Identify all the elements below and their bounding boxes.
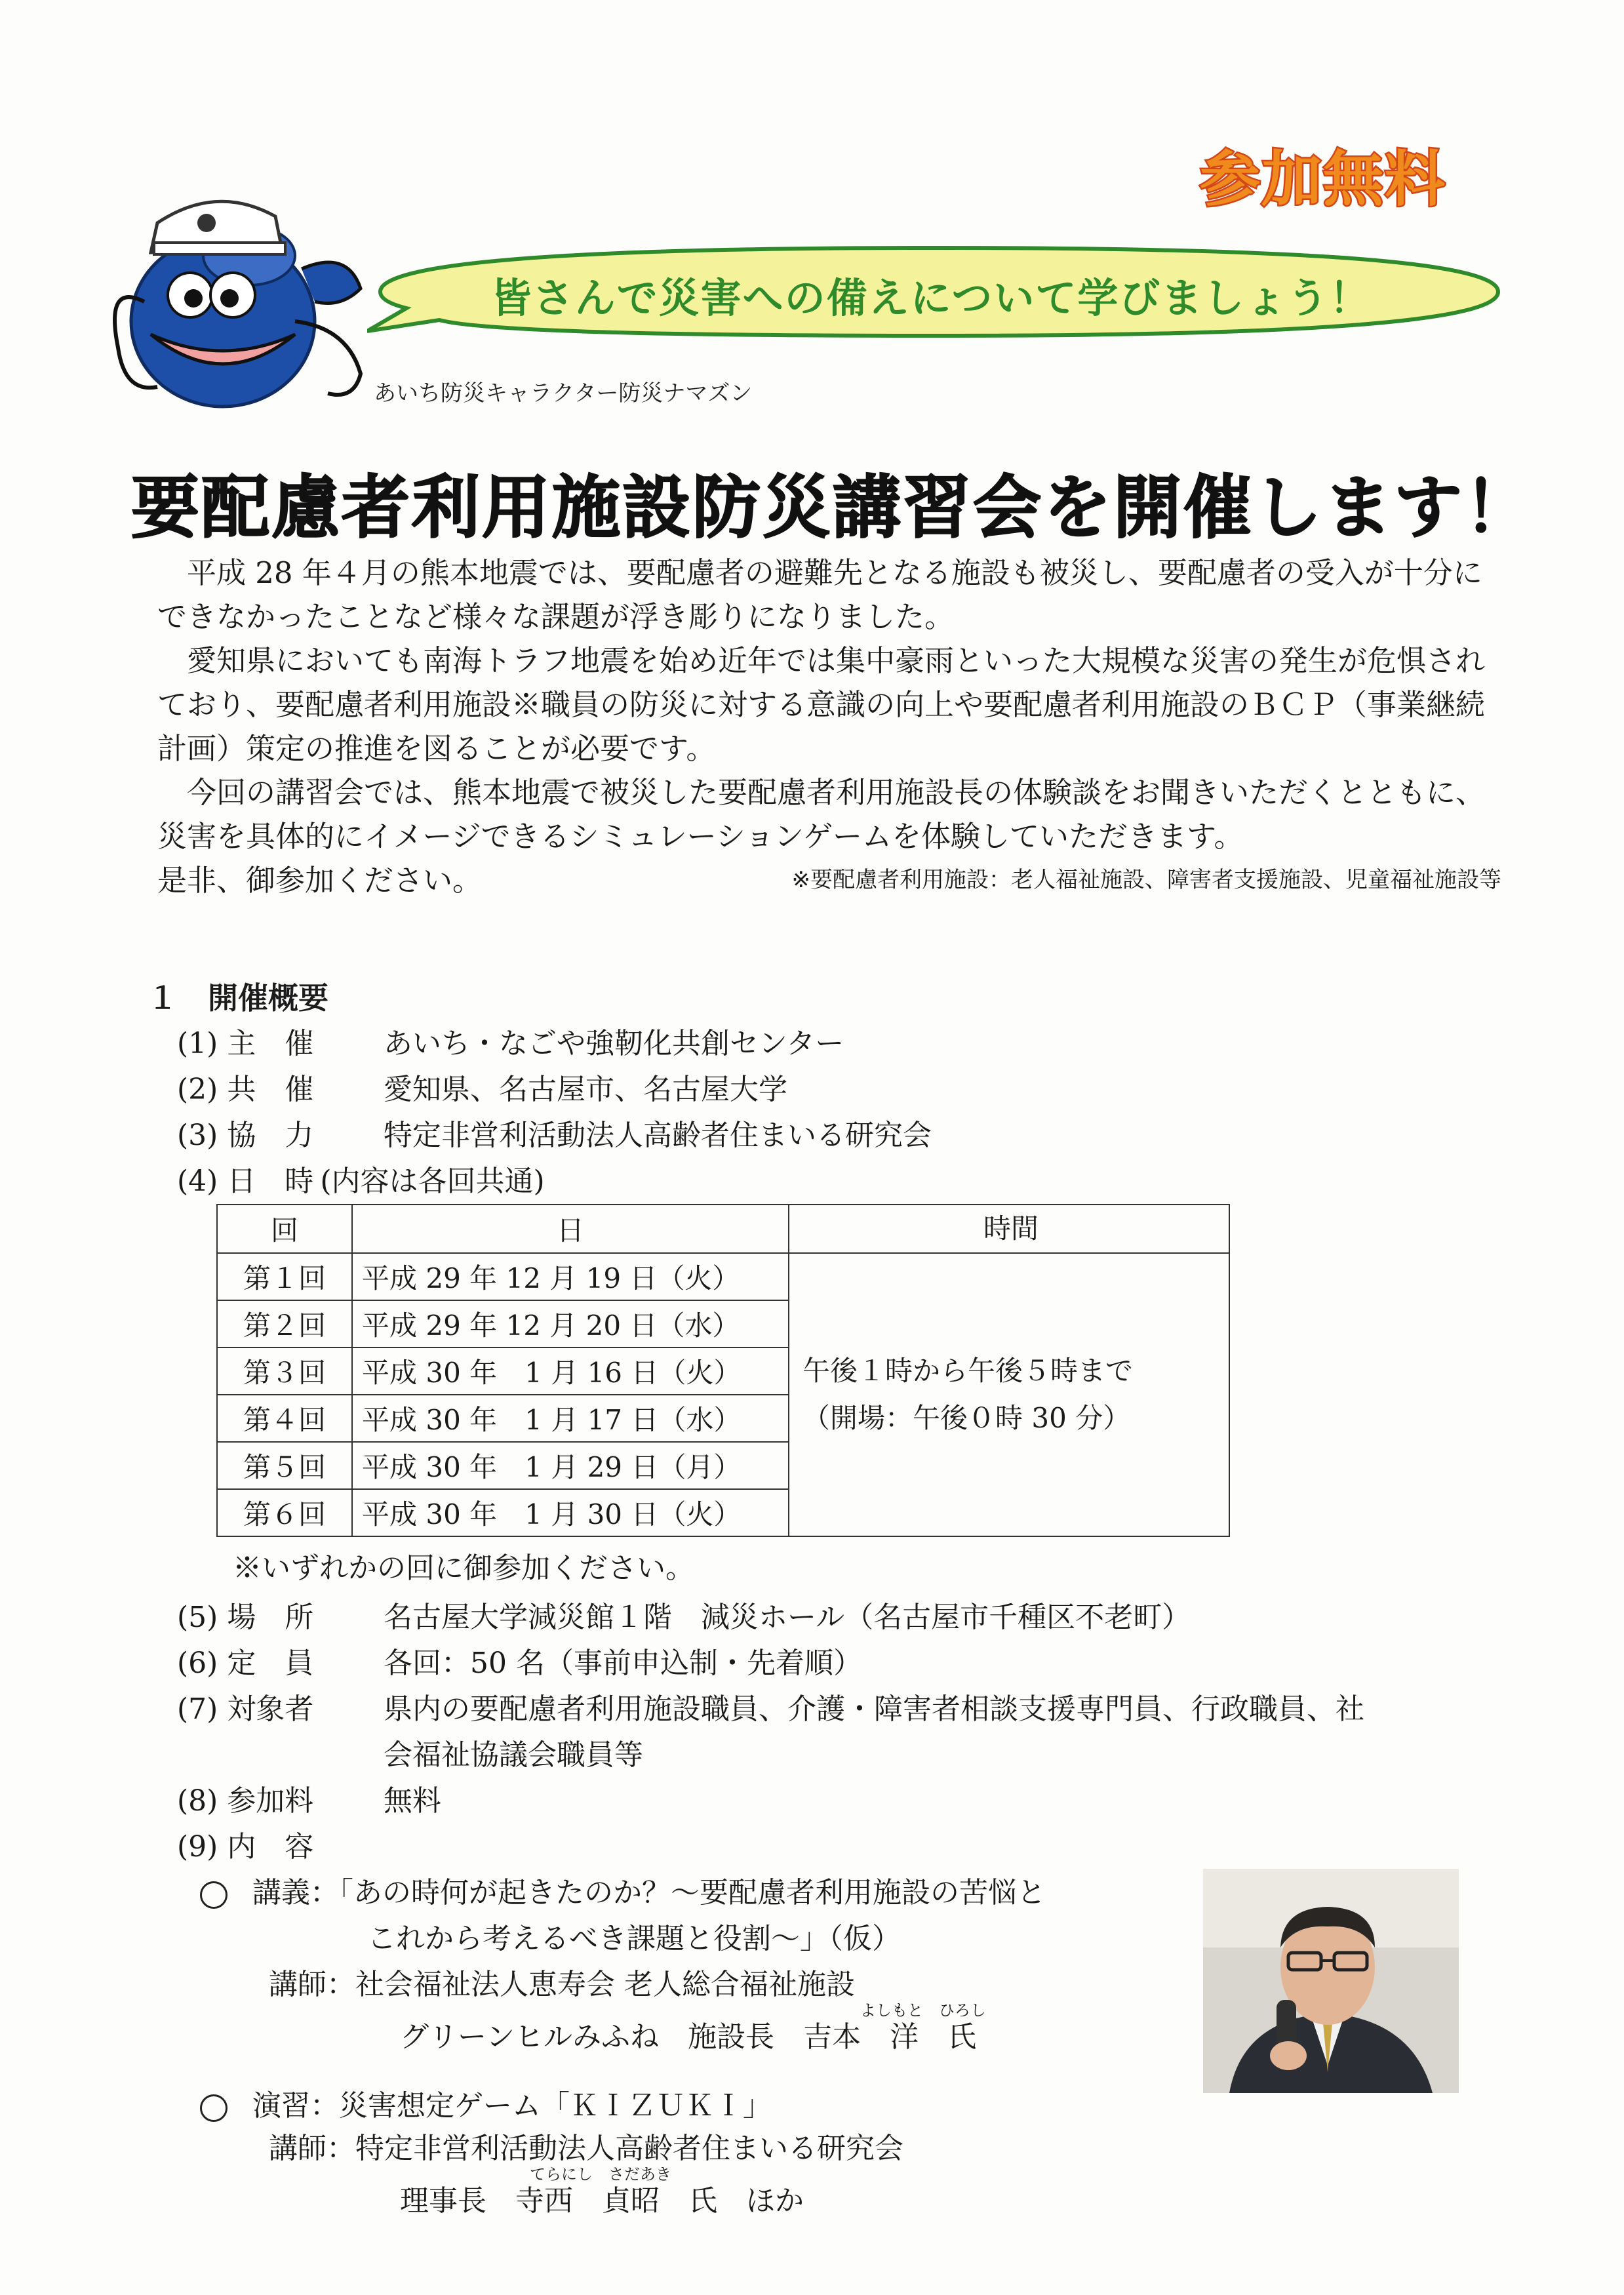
intro-paragraph-2: 愛知県においても南海トラフ地震を始め近年では集中豪雨といった大規模な災害の発生が危惧されており、要配慮者利用施設※職員の防災に対する意識の向上や要配慮者利用施設のＢＣＰ（事業継続計画）策定の推進を図ることが必要です。	[157, 643, 1486, 766]
circle-bullet-icon	[200, 1881, 228, 1909]
intro-text	[157, 551, 1501, 902]
item-label: (6) 定 員	[177, 1646, 314, 1680]
overview-item	[177, 1823, 384, 1865]
date-cell: 平成 29 年 12 月 20 日（水）	[352, 1300, 789, 1347]
time-cell	[789, 1253, 1229, 1536]
doors-open: （開場：午後０時 30 分）	[802, 1402, 1131, 1434]
overview-item	[177, 1020, 844, 1062]
overview-item	[177, 1111, 932, 1153]
exercise-speaker-org: 講師：特定非営利活動法人高齢者住まいる研究会	[269, 2132, 903, 2165]
table-row	[217, 1253, 1229, 1300]
header-time: 時間	[789, 1205, 1229, 1253]
session-cell: 第１回	[217, 1253, 352, 1300]
date-cell: 平成 29 年 12 月 19 日（火）	[352, 1253, 789, 1300]
closing-line: 是非、御参加ください。	[157, 863, 483, 898]
mascot-illustration	[98, 177, 374, 420]
item-label: (5) 場 所	[177, 1601, 314, 1634]
item-label: (2) 共 催	[177, 1073, 314, 1106]
table-header-row	[217, 1205, 1229, 1253]
exercise-title	[200, 2082, 772, 2124]
page-title: 要配慮者利用施設防災講習会を開催します！	[131, 468, 1535, 548]
date-cell: 平成 30 年 1 月 30 日（火）	[352, 1489, 789, 1536]
overview-item	[177, 1639, 862, 1681]
item-value: (内容は各回共通)	[320, 1165, 545, 1198]
session-cell: 第４回	[217, 1395, 352, 1442]
item-label: (1) 主 催	[177, 1027, 314, 1060]
item-label: (9) 内 容	[177, 1830, 314, 1864]
lecture-line-1: 講義：「あの時何が起きたのか？～要配慮者利用施設の苦悩と	[252, 1876, 1046, 1909]
lecture-title	[200, 1869, 1046, 1911]
date-cell: 平成 30 年 1 月 16 日（火）	[352, 1347, 789, 1395]
lecture-line-2: これから考えるべき課題と役割～」（仮）	[367, 1922, 901, 1955]
item-value: 愛知県、名古屋市、名古屋大学	[384, 1073, 787, 1106]
schedule-note: ※いずれかの回に御参加ください。	[233, 1551, 694, 1585]
item-value: あいち・なごや強靭化共創センター	[384, 1027, 844, 1060]
overview-item	[177, 1593, 1191, 1635]
exercise-speaker-name: 理事長 寺西 貞昭 氏 ほか	[400, 2184, 804, 2218]
date-cell: 平成 30 年 1 月 17 日（水）	[352, 1395, 789, 1442]
session-cell: 第５回	[217, 1442, 352, 1489]
overview-item	[177, 1157, 545, 1199]
overview-item	[177, 1066, 787, 1108]
item-value: 特定非営利活動法人高齢者住まいる研究会	[384, 1119, 932, 1152]
schedule-table	[216, 1204, 1230, 1537]
header-date: 日	[352, 1205, 789, 1253]
mascot-caption: あいち防災キャラクター防災ナマズン	[374, 380, 753, 407]
session-cell: 第３回	[217, 1347, 352, 1395]
session-cell: 第６回	[217, 1489, 352, 1536]
free-admission-badge: 参加無料	[1200, 144, 1447, 214]
item-value: 各回：50 名（事前申込制・先着順）	[384, 1646, 862, 1680]
date-cell: 平成 30 年 1 月 29 日（月）	[352, 1442, 789, 1489]
circle-bullet-icon	[200, 2094, 228, 2122]
item-value: 無料	[384, 1784, 441, 1818]
section-title: １ 開催概要	[148, 980, 328, 1016]
speaker-photo	[1203, 1869, 1459, 2093]
overview-item	[177, 1777, 441, 1819]
item-label: (8) 参加料	[177, 1784, 314, 1818]
item-label: (3) 協 力	[177, 1119, 314, 1152]
item-value: 名古屋大学減災館１階 減災ホール（名古屋市千種区不老町）	[384, 1601, 1191, 1634]
session-cell: 第２回	[217, 1300, 352, 1347]
item-value: 県内の要配慮者利用施設職員、介護・障害者相談支援専門員、行政職員、社	[384, 1692, 1364, 1726]
facility-footnote: ※要配慮者利用施設：老人福祉施設、障害者支援施設、児童福祉施設等	[791, 867, 1501, 893]
overview-item	[177, 1685, 1364, 1727]
time-range: 午後１時から午後５時まで	[802, 1355, 1134, 1387]
exercise-line-1: 演習：災害想定ゲーム「ＫＩＺＵＫＩ」	[252, 2089, 772, 2123]
speaker-ruby: てらにし さだあき	[530, 2165, 671, 2184]
banner-text: 皆さんで災害への備えについて学びましょう！	[490, 274, 1372, 322]
item-value-continued: 会福祉協議会職員等	[384, 1738, 643, 1772]
header-session: 回	[217, 1205, 352, 1253]
intro-paragraph-3: 今回の講習会では、熊本地震で被災した要配慮者利用施設長の体験談をお聞きいただくとともに、災害を具体的にイメージできるシミュレーションゲームを体験していただきます。	[157, 775, 1486, 854]
lecture-speaker-name: グリーンヒルみふね 施設長 吉本 洋 氏	[400, 2020, 977, 2054]
speaker-ruby: よしもと ひろし	[860, 2001, 986, 2020]
intro-paragraph-1: 平成 28 年４月の熊本地震では、要配慮者の避難先となる施設も被災し、要配慮者の受入が十分にできなかったことなど様々な課題が浮き彫りになりました。	[157, 555, 1482, 634]
intro-paragraph-4	[157, 858, 1501, 902]
item-label: (4) 日 時	[177, 1165, 314, 1198]
lecture-speaker-org: 講師：社会福祉法人恵寿会 老人総合福祉施設	[269, 1968, 855, 2001]
item-label: (7) 対象者	[177, 1692, 314, 1726]
